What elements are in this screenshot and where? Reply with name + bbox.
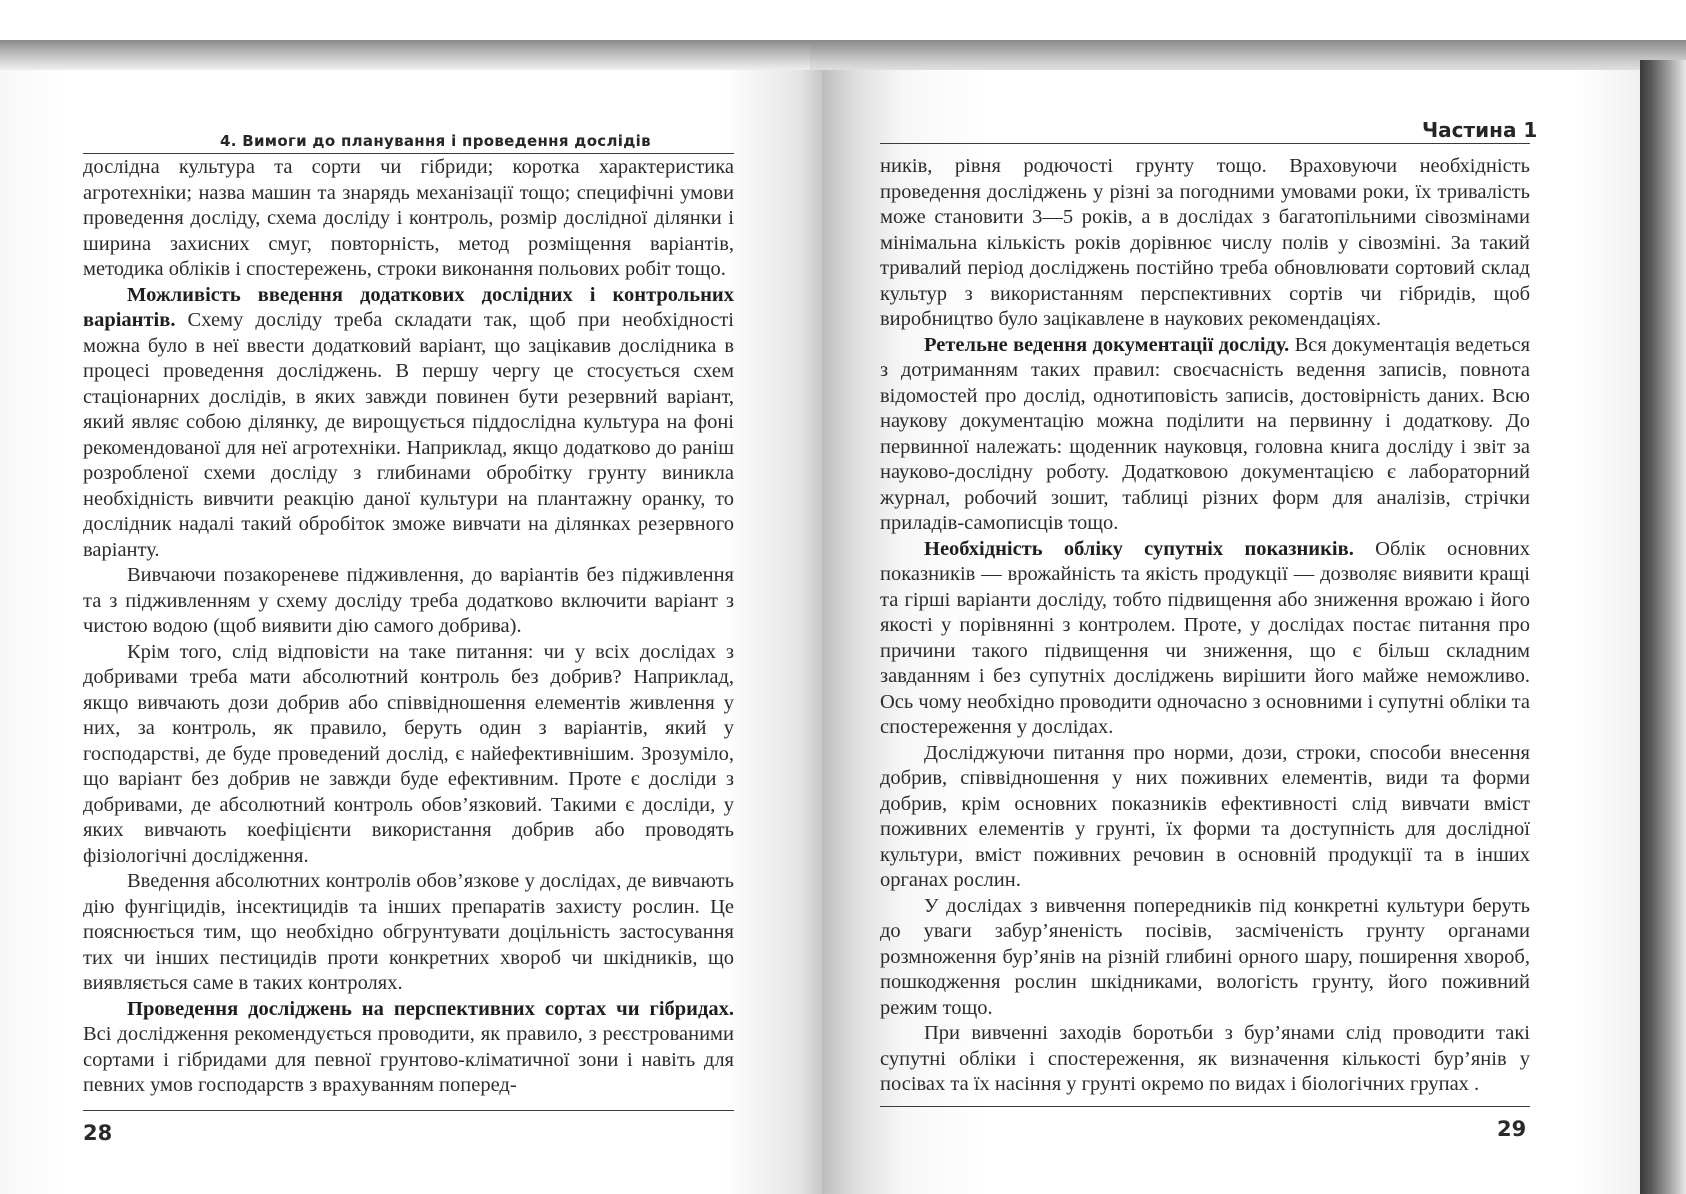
right-body-text xyxy=(880,154,1530,1098)
left-paragraph-3-text: Вивчаючи позакореневе підживлення, до варіантів без підживлення та з підживленням у схему досліду треба додатково включити варіант з чистою водою (щоб виявити дію самого добрива). xyxy=(83,564,734,637)
left-body-text xyxy=(83,155,734,1099)
left-foot-rule xyxy=(83,1110,734,1111)
right-page-number: 29 xyxy=(1497,1117,1527,1141)
right-paragraph-3 xyxy=(880,537,1530,741)
left-paragraph-4 xyxy=(83,640,734,870)
right-paragraph-1 xyxy=(880,154,1530,333)
right-paragraph-6 xyxy=(880,1021,1530,1098)
right-paragraph-5-text: У дослідах з вивчення попередників під конкретні культури беруть до уваги забур’яненість посівів, засміченість грунту органами розмноження бур’янів на різній глибині орного шару, поширення хвороб, пошкодження рослин шкідниками, вологість грунту, його поживний режим тощо. xyxy=(880,894,1530,1019)
book-edge-shadow xyxy=(1640,60,1686,1194)
left-paragraph-1-text: дослідна культура та сорти чи гібриди; коротка характеристика агротехніки; назва машин та знарядь механізації тощо; специфічні умови проведення досліду, схема досліду і контроль, розмір дослідної ділянки і ширина захисних смуг, повторність, метод розміщення варіантів, методика обліків і спостережень, строки виконання польових робіт тощо. xyxy=(83,156,734,280)
left-paragraph-2 xyxy=(83,283,734,564)
left-page-number: 28 xyxy=(83,1121,113,1145)
left-paragraph-2-text: Схему досліду треба складати так, щоб при необхідності можна було в неї ввести додатковий варіант, що зацікавив дослідника в процесі проведення досліджень. В першу чергу це стосується схем стаціонарних дослідів, в яких завжди повинен бути резервний варіант, який являє собою ділянку, де вирощується піддослідна культура на фоні рекомендованої для неї агротехніки. Наприклад, якщо додатково до раніш розробленої схеми досліду з глибинами обробітку грунту виникла необхідність вивчити реакцію даної культури на плантажну оранку, то дослідник надалі такий обробіток зможе вивчати на ділянках резервного варіанту. xyxy=(83,309,734,561)
left-paragraph-6-text: Всі дослідження рекомендується проводити, як правило, з реєстрованими сортами і гібридами для певної грунтово-кліматичної зони і навіть для певних умов господарств з врахуванням поперед- xyxy=(83,1023,734,1096)
right-foot-rule xyxy=(880,1106,1530,1107)
left-head-rule xyxy=(83,153,734,154)
left-paragraph-5-text: Введення абсолютних контролів обов’язкове у дослідах, де вивчають дію фунгіцидів, інсектицидів та інших препаратів захисту рослин. Це пояснюється тим, що необхідно обгрунтувати доцільність застосування тих чи інших пестицидів проти конкретних хвороб чи шкідників, що виявляється саме в таких контролях. xyxy=(83,870,734,994)
right-paragraph-4 xyxy=(880,741,1530,894)
left-paragraph-1 xyxy=(83,155,734,283)
right-paragraph-2-bold: Ретельне ведення документації досліду. xyxy=(924,333,1290,356)
left-running-head: 4. Вимоги до планування і проведення дослідів xyxy=(220,132,651,150)
right-paragraph-3-bold: Необхідність обліку супутніх показників. xyxy=(924,537,1354,560)
left-paragraph-5 xyxy=(83,869,734,997)
right-paragraph-2-text: Вся документація ведеться з дотриманням таких правил: своєчасність ведення записів, повнота відомостей про дослід, однотиповість записів, достовірність даних. Всю наукову документацію можна поділити на первинну і додаткову. До первинної належать: щоденник науковця, головна книга досліду і звіт за науково-дослідну роботу. Додатковою документацією є лабораторний журнал, робочий зошит, таблиці різних форм для аналізів, стрічки приладів-самописців тощо. xyxy=(880,333,1530,534)
right-paragraph-1-text: ників, рівня родючості грунту тощо. Враховуючи необхідність проведення досліджень у різні за погодними умовами роки, їх тривалість може становити 3—5 років, а в дослідах з багатопільними сівозмінами мінімальна кількість років дорівнює числу полів у сівозміні. За такий тривалий період досліджень постійно треба обновлювати сортовий склад культур з використанням перспективних сортів чи гібридів, щоб виробництво було зацікавлене в наукових рекомендаціях. xyxy=(880,155,1530,330)
right-running-head: Частина 1 xyxy=(1422,118,1538,142)
left-paragraph-6 xyxy=(83,997,734,1099)
right-head-rule xyxy=(880,143,1530,144)
right-paragraph-2 xyxy=(880,333,1530,537)
left-paragraph-4-text: Крім того, слід відповісти на таке питання: чи у всіх дослідах з добривами треба мати абсолютний контроль без добрив? Наприклад, якщо вивчають дози добрив або співвідношення елементів живлення у них, за контроль, як правило, беруть один з варіантів, який у господарстві, де буде проведений дослід, є найефективнішим. Зрозуміло, що варіант без добрив не завжди буде ефективним. Проте є досліди з добривами, де абсолютний контроль обов’язковий. Такими є досліди, у яких вивчають коефіцієнти використання добрив або проводять фізіологічні дослідження. xyxy=(83,640,734,867)
right-paragraph-3-text: Облік основних показників — врожайність та якість продукції — дозволяє виявити кращі та гірші варіанти досліду, тобто підвищення або зниження врожаю і його якості у порівнянні з контролем. Проте, у дослідах постає питання про причини такого підвищення чи зниження, що є більш складним завданням і без супутніх досліджень вирішити його майже неможливо. Ось чому необхідно проводити одночасно з основними і супутні обліки та спостереження у дослідах. xyxy=(880,537,1531,738)
right-paragraph-6-text: При вивченні заходів боротьби з бур’янами слід проводити такі супутні обліки і спостереження, як визначення кількості бур’янів у посівах та їх насіння у грунті окремо по видах і біологічних групах . xyxy=(880,1022,1530,1095)
right-paragraph-4-text: Досліджуючи питання про норми, дози, строки, способи внесення добрив, співвідношення у них поживних елементів, види та форми добрив, крім основних показників ефективності слід вивчати вміст поживних елементів у грунті, їх форми та доступність для дослідної культури, вміст поживних речовин в основній продукції та в інших органах рослин. xyxy=(880,741,1530,891)
right-paragraph-5 xyxy=(880,894,1530,1022)
left-paragraph-2-bold: Можливість введення додаткових дослідних і контрольних варіантів. xyxy=(83,283,734,331)
left-paragraph-6-bold: Проведення досліджень на перспективних сортах чи гібридах. xyxy=(127,997,734,1020)
left-paragraph-3 xyxy=(83,563,734,640)
